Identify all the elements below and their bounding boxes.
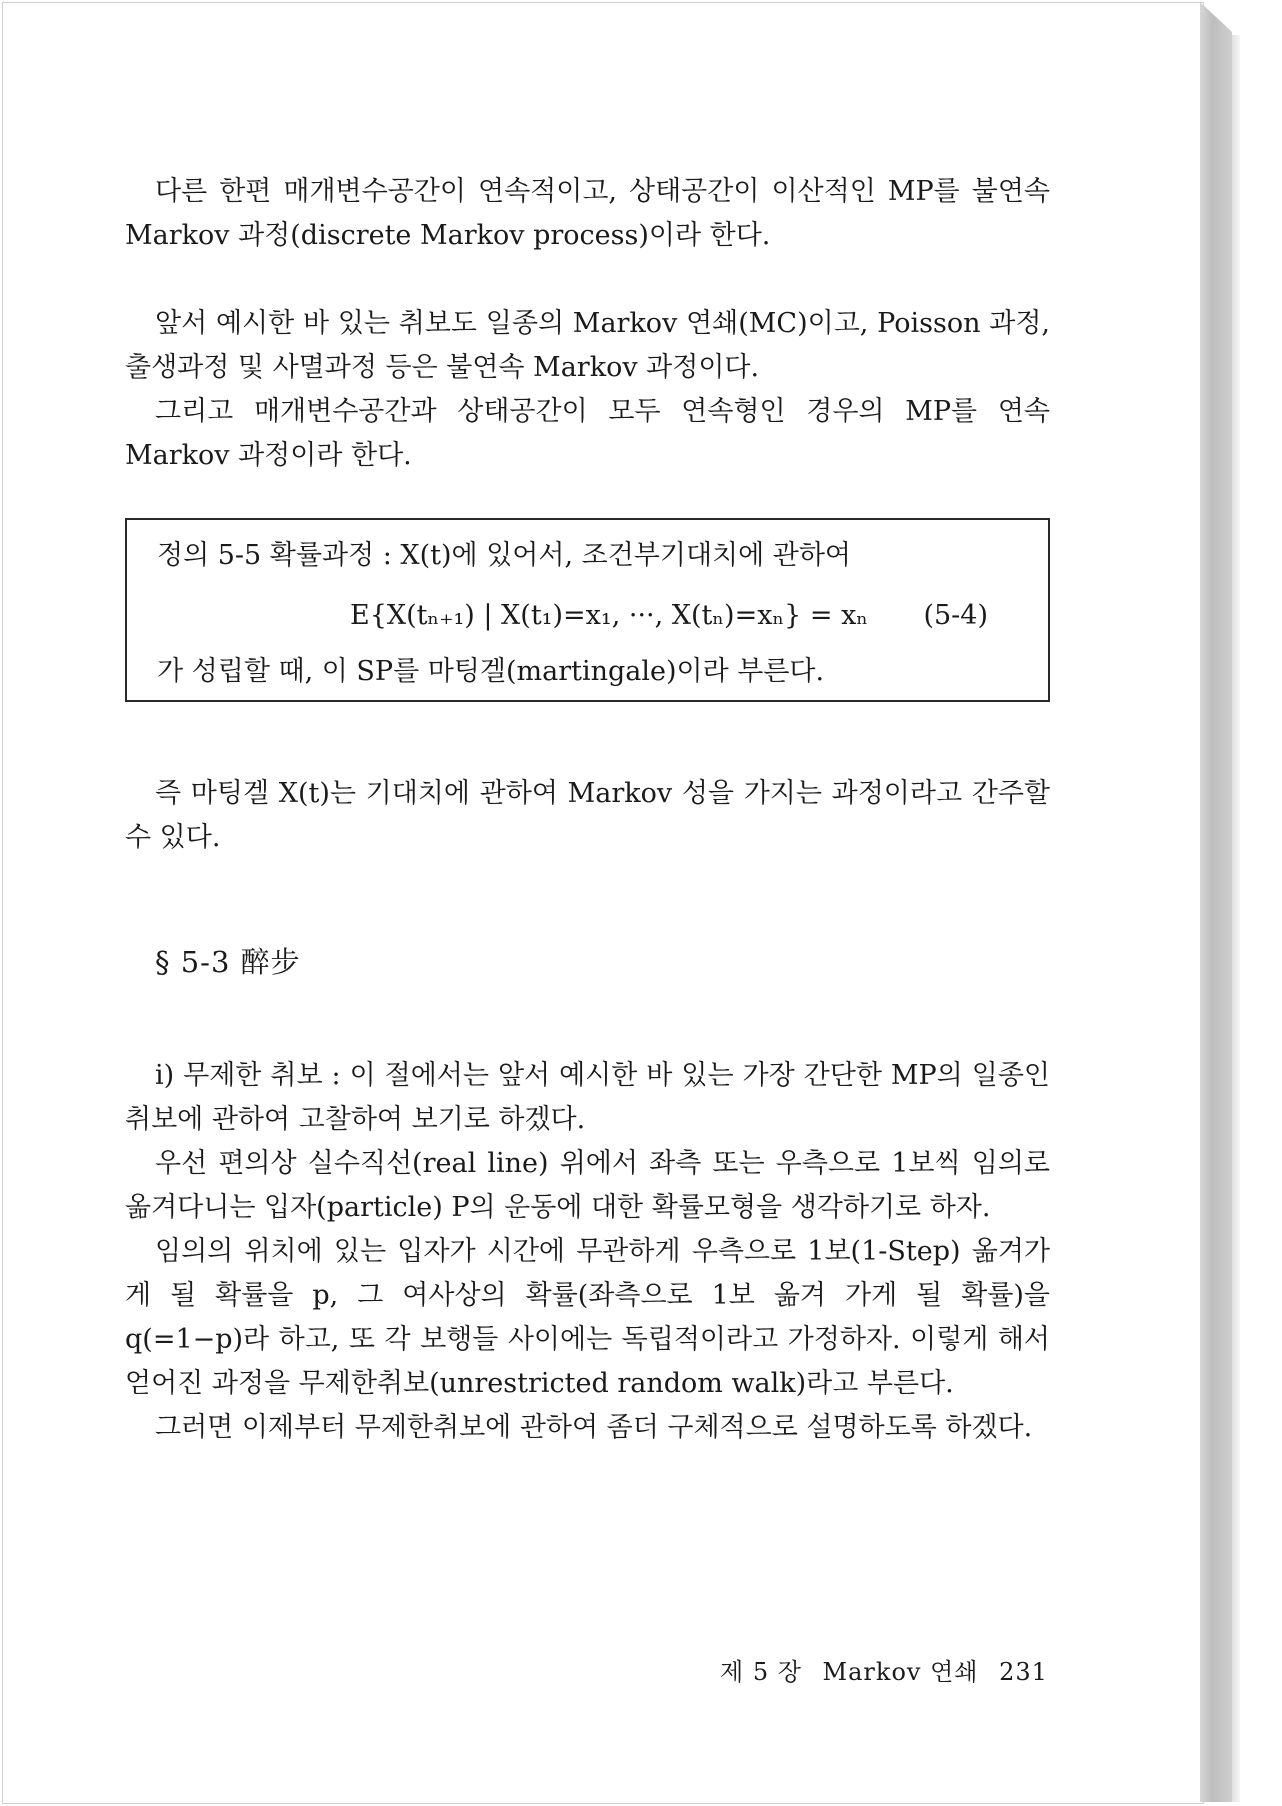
page-number: 231 [999, 1658, 1048, 1686]
body-paragraph-3: 임의의 위치에 있는 입자가 시간에 무관하게 우측으로 1보(1-Step) 옮겨가게 될 확률을 p, 그 여사상의 확률(좌측으로 1보 옮겨 가게 될 확률)을 q(=1−p)라 하고, 또 각 보행들 사이에는 독립적이라고 가정하자. 이렇게 해서 얻어진 과정을 무제한취보(unrestricted random walk)라고 부른다. [125, 1236, 1050, 1399]
body-paragraph-1: i) 무제한 취보 : 이 절에서는 앞서 예시한 바 있는 가장 간단한 MP의 일종인 취보에 관하여 고찰하여 보기로 하겠다. [125, 1060, 1050, 1135]
definition-equation-row [157, 594, 1018, 638]
page-content [125, 170, 1050, 1450]
paragraph-1: 다른 한편 매개변수공간이 연속적이고, 상태공간이 이산적인 MP를 불연속 Markov 과정(discrete Markov process)이라 한다. [125, 176, 1050, 251]
section-title: § 5-3 醉步 [155, 945, 301, 979]
footer-chapter-title: Markov 연쇄 [822, 1658, 979, 1686]
running-footer [720, 1652, 1060, 1687]
body-paragraph-2: 우선 편의상 실수직선(real line) 위에서 좌측 또는 우측으로 1보씩 임의로 옮겨다니는 입자(particle) P의 운동에 대한 확률모형을 생각하기로 하자. [125, 1148, 1050, 1223]
paragraph-3: 그리고 매개변수공간과 상태공간이 모두 연속형인 경우의 MP를 연속 Markov 과정이라 한다. [125, 396, 1050, 471]
definition-box [125, 518, 1050, 702]
paragraph-2: 앞서 예시한 바 있는 취보도 일종의 Markov 연쇄(MC)이고, Poisson 과정, 출생과정 및 사멸과정 등은 불연속 Markov 과정이다. [125, 308, 1050, 383]
page-shadow [1232, 35, 1240, 1802]
footer-chapter: 제 5 장 [720, 1658, 802, 1686]
equation-number: (5-4) [923, 600, 988, 631]
definition-conclusion: 가 성립할 때, 이 SP를 마팅겔(martingale)이라 부른다. [157, 656, 825, 687]
page-edge [1200, 2, 1232, 1802]
paragraph-after-definition: 즉 마팅겔 X(t)는 기대치에 관하여 Markov 성을 가지는 과정이라고 간주할 수 있다. [125, 778, 1050, 853]
body-paragraph-4: 그러면 이제부터 무제한취보에 관하여 좀더 구체적으로 설명하도록 하겠다. [155, 1412, 1033, 1443]
definition-equation: E{X(tₙ₊₁) | X(t₁)=x₁, ···, X(tₙ)=xₙ} = xₙ [350, 600, 868, 631]
definition-heading: 정의 5-5 확률과정 : X(t)에 있어서, 조건부기대치에 관하여 [157, 540, 852, 571]
